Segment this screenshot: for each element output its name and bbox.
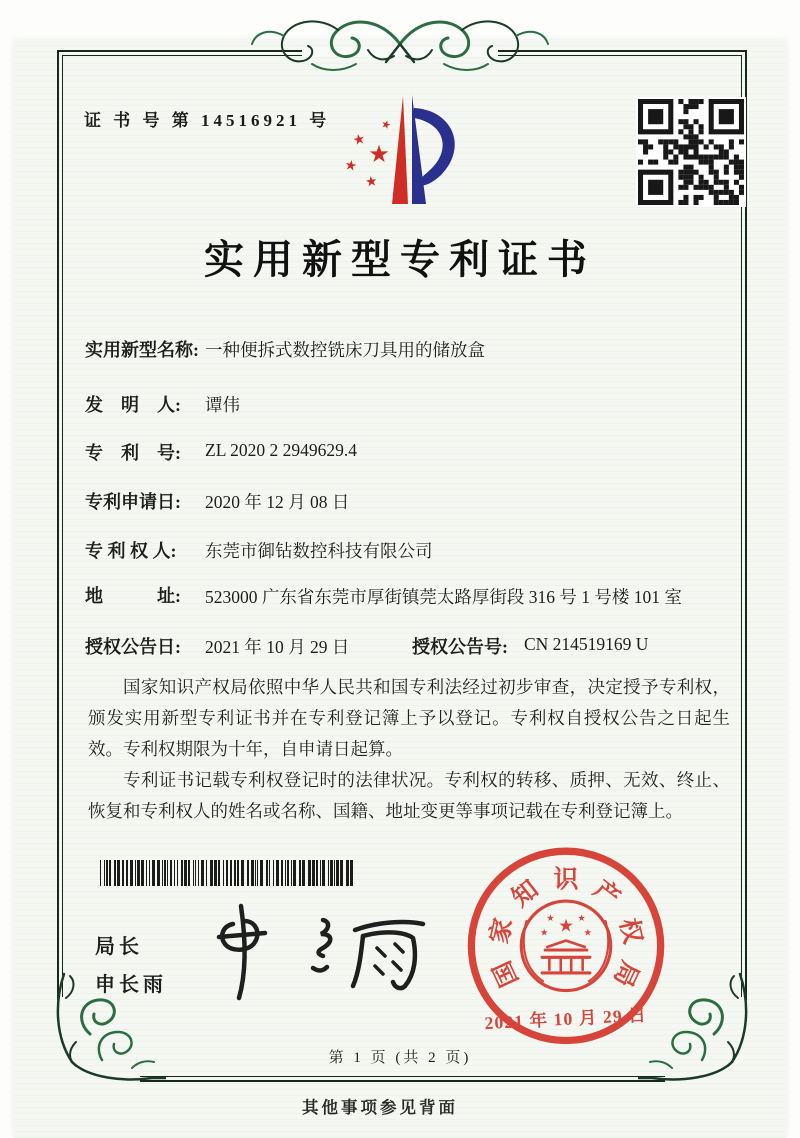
field-value: 东莞市御钻数控科技有限公司 <box>205 541 433 561</box>
field-row-utility-model-name <box>85 336 730 362</box>
svg-text:国: 国 <box>488 956 524 991</box>
field-value: 2021 年 10 月 29 日 <box>205 637 350 657</box>
field-row-filing-date <box>85 488 730 514</box>
svg-text:★: ★ <box>368 140 390 168</box>
back-side-note: 其他事项参见背面 <box>302 1098 458 1117</box>
field-value: ZL 2020 2 2949629.4 <box>205 440 357 460</box>
field-label: 实用新型名称: <box>85 340 199 360</box>
svg-text:★: ★ <box>583 927 593 939</box>
commissioner-name: 申长雨 <box>95 974 167 996</box>
svg-text:权: 权 <box>614 915 647 947</box>
legal-text <box>88 672 730 827</box>
frame-bottom <box>140 1080 665 1082</box>
commissioner-title: 局长 <box>95 936 143 958</box>
qr-code <box>636 97 746 207</box>
barcode <box>100 860 356 886</box>
certificate-number: 证 书 号 第 14516921 号 <box>84 111 331 130</box>
field-row-grant-date <box>85 633 730 659</box>
frame-inner-bottom <box>140 1076 665 1077</box>
logo-red-wedge <box>392 96 408 204</box>
field-label: 专利申请日: <box>85 492 181 512</box>
svg-text:★: ★ <box>558 916 574 937</box>
field-row-address <box>85 583 730 611</box>
certificate-title: 实用新型专利证书 <box>204 237 596 282</box>
svg-text:产: 产 <box>588 875 625 913</box>
field-value: 2020 年 12 月 08 日 <box>205 492 350 512</box>
field-label: 发 明 人: <box>85 395 181 415</box>
field-row-patent-number <box>85 439 730 465</box>
field-value: CN 214519169 U <box>524 634 649 654</box>
field-label: 地 址: <box>85 586 181 606</box>
svg-text:知: 知 <box>507 875 544 913</box>
field-value: 一种便拆式数控铣床刀具用的储放盒 <box>205 340 485 360</box>
field-row-grant-number <box>412 633 648 659</box>
legal-paragraph-2: 专利证书记载专利权登记时的法律状况。专利权的转移、质押、无效、终止、恢复和专利权人的姓名或名称、国籍、地址变更等事项记载在专利登记簿上。 <box>88 770 730 821</box>
svg-text:★: ★ <box>539 927 549 939</box>
svg-text:★: ★ <box>343 157 359 176</box>
frame-left <box>57 50 59 1000</box>
frame-inner-left <box>62 55 63 997</box>
field-value: 谭伟 <box>205 395 240 415</box>
seal-date: 2021 年 10 月 29 日 <box>484 1004 648 1034</box>
field-row-inventor <box>85 391 730 417</box>
seal-stars <box>540 913 592 939</box>
field-label: 授权公告日: <box>85 637 181 657</box>
svg-text:识: 识 <box>553 866 579 894</box>
svg-text:★: ★ <box>577 912 586 924</box>
field-value: 523000 广东省东莞市厚街镇莞太路厚街段 316 号 1 号楼 101 室 <box>205 587 682 607</box>
svg-text:★: ★ <box>546 912 555 924</box>
cnipa-logo-icon <box>322 90 478 220</box>
field-label: 专 利 号: <box>85 443 181 463</box>
cnipa-official-seal <box>462 846 670 1054</box>
field-row-patentee <box>85 537 730 563</box>
svg-text:局: 局 <box>608 956 644 991</box>
svg-text:家: 家 <box>485 915 518 947</box>
commissioner-signature <box>205 890 433 1005</box>
logo-stars <box>343 117 393 191</box>
page-number: 第 1 页 (共 2 页) <box>328 1050 472 1066</box>
field-label: 授权公告号: <box>412 637 508 657</box>
legal-paragraph-1: 国家知识产权局依照中华人民共和国专利法经过初步审查，决定授予专利权，颁发实用新型专利证书并在专利登记簿上予以登记。专利权自授权公告之日起生效。专利权期限为十年，自申请日起算。 <box>88 677 730 759</box>
svg-text:★: ★ <box>351 130 367 150</box>
top-flourish-ornament <box>248 4 552 76</box>
seal-emblem <box>521 901 610 990</box>
field-label: 专 利 权 人: <box>85 541 177 561</box>
svg-text:★: ★ <box>364 173 379 191</box>
svg-text:★: ★ <box>379 116 393 133</box>
